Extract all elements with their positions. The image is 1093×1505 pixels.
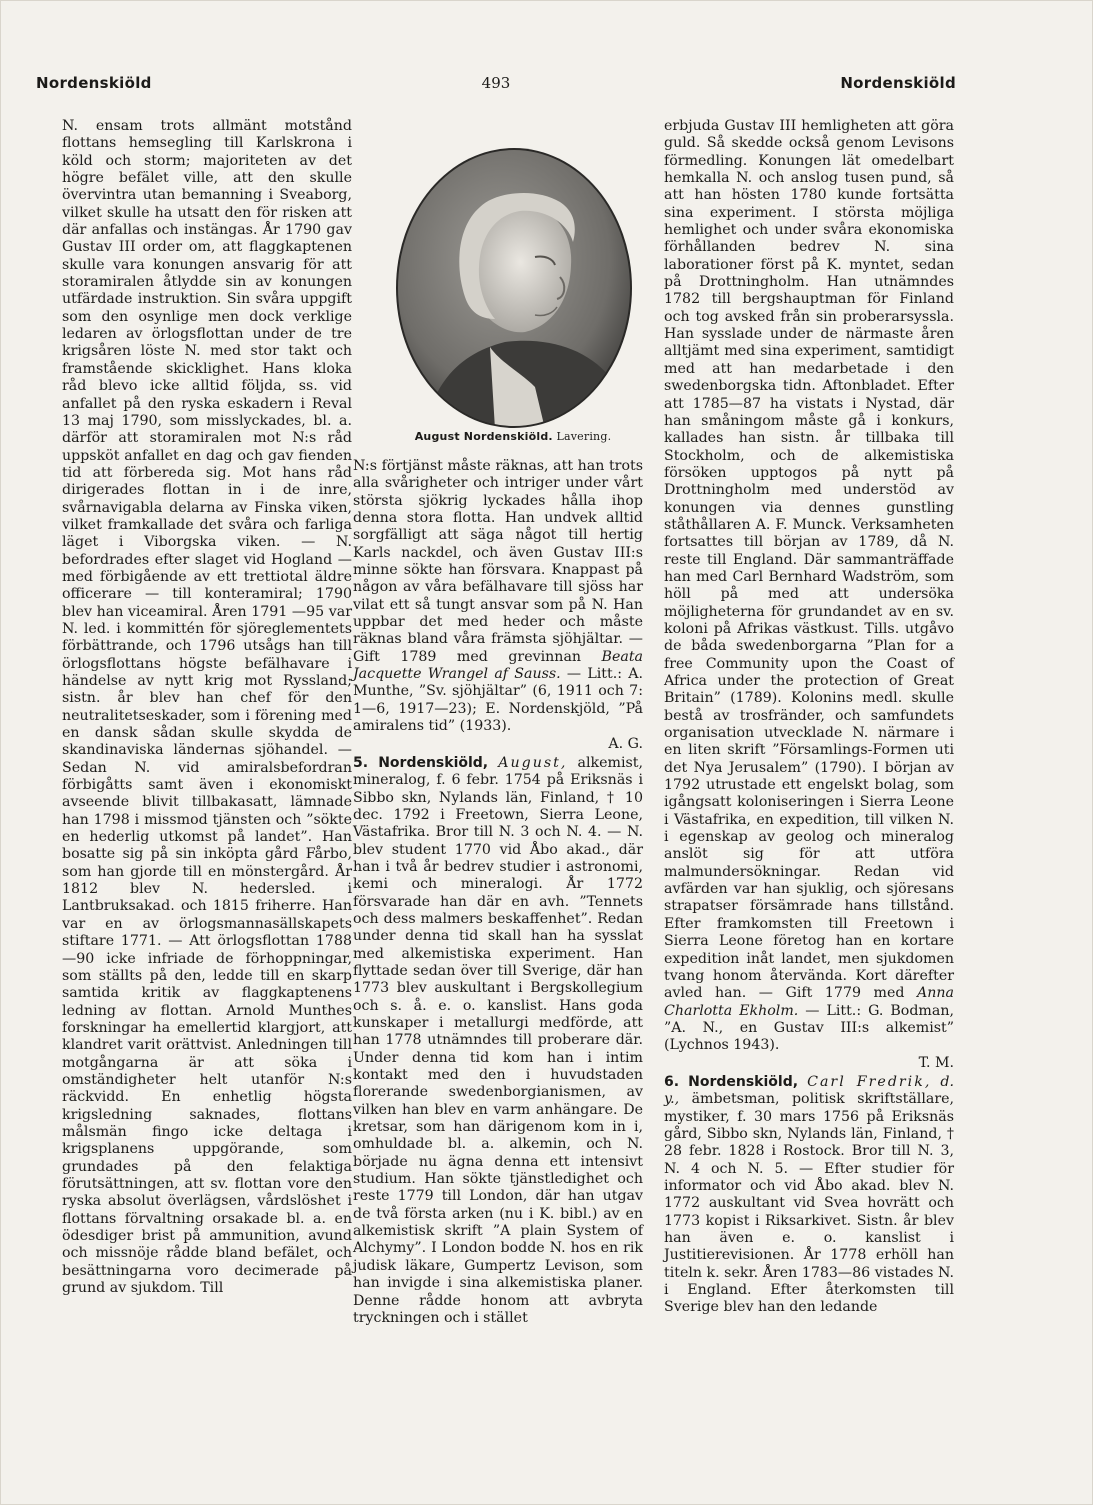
author-signature: A. G.: [608, 735, 643, 752]
column-3-paragraph: [664, 118, 954, 1072]
entry-6-number: 6.: [664, 1073, 680, 1090]
column-2: [353, 458, 643, 1327]
entry-5-number: 5.: [353, 754, 369, 771]
header-left-title: Nordenskiöld: [36, 74, 152, 92]
running-header: [36, 74, 956, 96]
entry-6-suffix: d. y.,: [664, 1073, 954, 1108]
entry-5-given-name: August,: [498, 754, 568, 771]
column-2-text: N:s förtjänst måste räknas, att han trots alla svårigheter och intriger under vårt största sjökrig lyckades hålla ihop denna stora flotta. Han undvek alltid sorgfälligt att säga något till hertig Karls nackdel, och även Gustav III:s minne sökte han försvara. Knappast på någon av våra befälhavare till sjöss har vilat ett så tungt ansvar som på N. Han uppbar det med heder och måste räknas bland våra främsta sjöhjältar. — Gift 1789 med grevinnan: [353, 458, 643, 665]
header-right-title: Nordenskiöld: [840, 74, 956, 92]
column-1: [62, 118, 352, 1297]
literature-reference: — Litt.: G. Bodman, ”A. N., en Gustav III:s alkemist” (Lychnos 1943).: [664, 1002, 954, 1054]
spouse-name: Anna Charlotta Ekholm.: [664, 985, 954, 1019]
author-signature: T. M.: [918, 1054, 954, 1071]
entry-6-text: ämbetsman, politisk skriftställare, mystiker, f. 30 mars 1756 på Eriksnäs gård, Sibbo skn, Nylands län, Finland, † 28 febr. 1828 i Rostock. Bror till N. 3, N. 4 och N. 5. — Efter studier för informator och vid Åbo akad. blev N. 1772 auskultant vid Svea hovrätt och 1773 kopist i Riksarkivet. Sistn. år blev han även e. o. kanslist i Justitierevisionen. År 1778 erhöll han titeln k. sekr. Åren 1783—86 vistades N. i England. Efter återkomsten till Sverige blev han den ledande: [664, 1091, 955, 1316]
entry-5: [353, 755, 643, 1327]
page-number: 493: [481, 74, 511, 92]
caption-name: August Nordenskiöld.: [414, 430, 553, 443]
entry-5-surname: Nordenskiöld,: [378, 754, 489, 771]
entry-6: [664, 1074, 954, 1317]
caption-credit: Lavering.: [556, 430, 612, 443]
column-3-text: erbjuda Gustav III hemligheten att göra guld. Så skedde också genom Levisons förmedling. Konungen lät omedelbart hemkalla N. och anslog tusen pund, så att han hösten 1780 kunde fortsätta sina experiment. I största möjliga hemlighet och under svåra ekonomiska förhållanden bedrev N. sina laborationer först på K. myntet, sedan på Drottningholm. Han utnämndes 1782 till bergshauptman för Finland och tog avsked från sin proberarsyssla. Han sysslade under de närmaste åren alltjämt med sina experiment, samtidigt med att han medarbetade i den swedenborgska tidn. Aftonbladet. Efter att 1785—87 ha vistats i Nystad, där han småningom måste gå i konkurs, kallades han sistn. år tillbaka till Stockholm, och de alkemistiska försöken upptogos på nytt på Drottningholm med understöd av konungen via dennes gunstling ståthållaren A. F. Munck. Verksamheten fortsattes till början av 1789, då N. reste till England. Där sammanträffade han med Carl Bernhard Wadström, som höll på med att undersöka möjligheterna för grundandet av en sv. koloni på Afrikas västkust. Tills. utgåvo de båda swedenborgarna ”Plan for a free Community upon the Coast of Africa under the protection of Great Britain” (1789). Kolonins medl. skulle bestå av trosfränder, och samfundets organisation utvecklade N. närmare i en liten skrift ”Församlings-Formen uti det Nya Jerusalem” (1790). I början av 1792 utrustade ett engelskt bolag, som igångsatt koloniseringen i Sierra Leone i Västafrika, en expedition, till vilken N. i egenskap av geolog och mineralog anslöt sig för att utföra malmundersökningar. Redan vid avfärden var han sjuklig, och sjöresans strapatser försämrade hans tillstånd. Efter framkomsten till Freetown i Sierra Leone företog han en kortare expedition inåt landet, men sjukdomen tvang honom återvända. Kort därefter avled han. — Gift 1779 med: [664, 118, 954, 1002]
column-2-paragraph: [353, 458, 643, 753]
literature-reference: — Litt.: A. Munthe, ”Sv. sjöhjältar” (6, 1911 och 7: 1—6, 1917—23); E. Nordenskjöld, ”På amiralens tid” (1933).: [353, 666, 643, 735]
portrait-caption: [378, 430, 648, 443]
entry-5-text: alkemist, mineralog, f. 6 febr. 1754 på Eriksnäs i Sibbo skn, Nylands län, Finland, † 10 dec. 1792 i Freetown, Sierra Leone, Västafrika. Bror till N. 3 och N. 4. — N. blev student 1770 vid Åbo akad., där han i två år bedrev studier i astronomi, kemi och mineralogi. År 1772 försvarade han där en avh. ”Tennets och dess malmers beskaffenhet”. Redan under denna tid skall han ha sysslat med alkemistiska experiment. Han flyttade sedan över till Sverige, där han 1773 blev auskultant i Bergskollegium och s. å. e. o. kanslist. Hans goda kunskaper i metallurgi medförde, att han 1778 utnämndes till proberare där. Under denna tid kom han i intim kontakt med den i huvudstaden florerande swedenborgianismen, av vilken han blev en varm anhängare. De kretsar, som han därigenom kom in i, omhuldade bl. a. alkemin, och N. började nu ägna denna ett intensivt studium. Han sökte tjänstledighet och reste 1779 till London, där han utgav de två första arken (nu i K. bibl.) av en alkemistisk skrift ”A plain System of Alchymy”. I London bodde N. hos en rik judisk läkare, Gumpertz Levison, som han invigde i sina alkemistiska planer. Denne rådde honom att avbryta tryckningen och i stället: [353, 754, 643, 1326]
column-1-text: N. ensam trots allmänt motstånd flottans hemsegling till Karlskrona i köld och storm; majoriteten av det högre befälet ville, att den skulle övervintra utan bemanning i Sveaborg, vilket skulle ha utsatt den för risken att där anfallas och instängas. År 1790 gav Gustav III order om, att flaggkaptenen skulle vara konungen ansvarig för att storamiralen åtlydde sin av konungen utfärdade instruktion. Sin svåra uppgift som den osynlige men dock verklige ledaren av örlogsflottan under de tre krigsåren löste N. med stor takt och framstående skicklighet. Hans kloka råd blevo icke alltid följda, ss. vid anfallet på den ryska eskadern i Reval 13 maj 1790, som misslyckades, bl. a. därför att storamiralen mot N:s råd uppsköt anfallet en dag och gav fienden tid att förbereda sig. Mot hans råd dirigerades flottan in i de inre, svårnavigabla delarna av Finska viken, vilket framkallade det svåra och farliga läget i Viborgska viken. — N. befordrades efter slaget vid Hogland — med förbigående av ett trettiotal äldre officerare — till konteramiral; 1790 blev han viceamiral. Åren 1791 —95 var N. led. i kommittén för sjöreglementets förbättrande, och 1796 utsågs han till örlogsflottans högste befälhavare i händelse av nytt krig mot Ryssland; sistn. år blev han chef för den neutralitetseskader, som i förening med en dansk sådan skulle skydda de skandinaviska ländernas sjöhandel. — Sedan N. vid amiralsbefordran förbigåtts samt även i ekonomiskt avseende blivit tillbakasatt, lämnade han 1798 i missmod tjänsten och ”sökte en hederlig utkomst på landet”. Han bosatte sig på sin inköpta gård Fårbo, som han gjorde till en mönstergård. År 1812 blev N. hedersled. i Lantbruksakad. och 1815 friherre. Han var en av örlogsmannasällskapets stiftare 1771. — Att örlogsflottan 1788—90 icke infriade de förhoppningar, som ställts på den, ledde till en skarp samtida kritik av flaggkaptenens ledning av flottan. Arnold Munthes forskningar ha emellertid klargjort, att klandret varit orättvist. Anledningen till motgångarna är att söka i omständigheter helt utanför N:s räckvidd. En enhetlig högsta krigsledning saknades, flottans målsmän fingo icke deltaga i krigsplanens uppgörande, som grundades på den felaktiga förutsättningen, att sv. flottan vore den ryska absolut överlägsen, vårdslöshet i flottans förvaltning orsakade bl. a. en ödesdiger brist på ammunition, avund och missnöje rådde bland befälet, och besättningarna voro decimerade på grund av sjukdom. Till: [62, 118, 352, 1297]
entry-6-given-name: Carl Fredrik,: [807, 1073, 932, 1090]
spouse-name: Beata Jacquette Wrangel af Sauss.: [353, 648, 643, 683]
portrait-medallion: [395, 147, 633, 429]
entry-6-surname: Nordenskiöld,: [688, 1073, 799, 1090]
column-3: [664, 118, 954, 1317]
